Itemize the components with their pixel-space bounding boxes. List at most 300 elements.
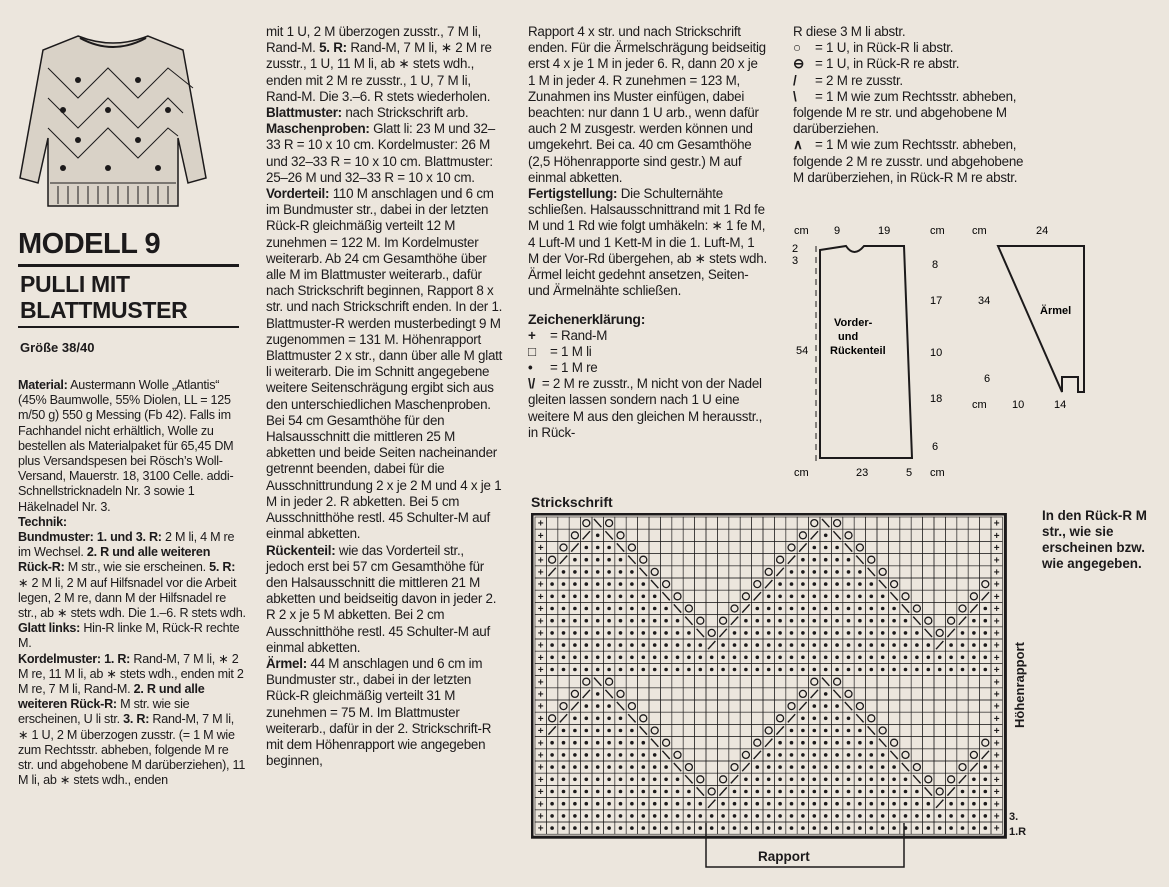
chart-cell [638,676,649,688]
chart-dot [915,668,919,672]
chart-dot [824,607,828,611]
chart-cell [888,517,899,529]
chart-decrease [617,702,624,710]
chart-dot [892,778,896,782]
chart-dot [915,643,919,647]
chart-cell [649,541,660,553]
chart-dot [733,631,737,635]
chart-cell [934,712,945,724]
chart-decrease [959,775,966,783]
chart-dot [824,778,828,782]
chart-cell [546,541,557,553]
chart-cell [923,688,934,700]
chart-decrease [799,543,806,551]
chart-dot [653,814,657,818]
chart-dot [767,607,771,611]
chart-dot [824,656,828,660]
chart-cell [558,517,569,529]
dot-icon: • [528,360,533,376]
chart-dot [756,631,760,635]
chart-dot [550,582,554,586]
chart-dot [847,582,851,586]
chart-dot [870,668,874,672]
chart-dot [619,643,623,647]
chart-decrease [662,592,669,600]
chart-cell [980,566,991,578]
chart-cell [945,541,956,553]
chart-dot [961,631,965,635]
chart-cell [923,676,934,688]
chart-dot [630,643,634,647]
empty-square-icon: □ [528,343,536,359]
barred-circle-icon: ⊖ [793,56,804,72]
chart-dot [858,765,862,769]
text-column-3 [528,24,768,441]
dim-label: cm [972,225,987,237]
chart-dot [596,607,600,611]
chart-cell [740,700,751,712]
chart-cell [877,541,888,553]
slash-icon: / [793,72,797,88]
chart-title: Strickschrift [531,494,613,510]
maschen-paragraph [266,121,503,186]
chart-dot [984,802,988,806]
chart-cell [638,529,649,541]
chart-dot [756,643,760,647]
chart-edge-stitch: + [537,713,544,725]
circle-icon: ○ [793,40,801,56]
chart-dot [585,668,589,672]
chart-edge-stitch: + [537,689,544,701]
chart-yarnover [913,764,920,771]
chart-dot [562,668,566,672]
chart-dot [653,668,657,672]
chart-decrease [936,641,943,649]
aermel-paragraph [266,656,503,769]
chart-dot [824,704,828,708]
chart-dot [653,607,657,611]
chart-yarnover [913,605,920,612]
chart-cell [900,541,911,553]
dim-label: Vorder- [834,317,873,329]
chart-dot [858,595,862,599]
chart-cell [729,749,740,761]
chart-cell [626,517,637,529]
chart-dot [596,753,600,757]
chart-dot [892,668,896,672]
chart-cell [945,688,956,700]
chart-dot [824,619,828,623]
chart-dot [699,656,703,660]
chart-dot [801,778,805,782]
dim-label: 54 [796,345,809,357]
chart-dot [801,607,805,611]
chart-dot [596,741,600,745]
chart-cell [763,529,774,541]
chart-cell [934,749,945,761]
chart-dot [562,778,566,782]
chart-cell [717,749,728,761]
chart-dot [847,595,851,599]
chart-cell [900,529,911,541]
chart-decrease [708,800,715,808]
chart-dot [915,814,919,818]
chart-decrease [833,690,840,698]
chart-cell [763,541,774,553]
chart-dot [824,692,828,696]
chart-decrease [902,604,909,612]
chart-dot [550,778,554,782]
chart-cell [717,700,728,712]
chart-cell [569,676,580,688]
chart-cell [843,517,854,529]
legend-item [528,360,768,376]
chart-dot [778,582,782,586]
chart-dot [562,582,566,586]
chart-dot [801,729,805,733]
chart-dot [835,729,839,733]
chart-dot [607,668,611,672]
chart-decrease [674,763,681,771]
chart-dot [813,717,817,721]
chart-dot [801,619,805,623]
chart-cell [683,517,694,529]
chart-cell [717,602,728,614]
maschen-text: Glatt li: 23 M und 32–33 R = 10 x 10 cm. Kordelmuster: 26 M und 32–33 R = 10 x 10 cm. Blattmuster: 25–26 M und 32–33 R = 10 x 10 cm. [266,121,495,185]
chart-decrease [617,543,624,551]
chart-decrease [719,787,726,795]
chart-cell [945,554,956,566]
chart-dot [642,802,646,806]
legend-text: = Rand-M [550,327,608,343]
chart-dot [847,607,851,611]
chart-decrease [833,531,840,539]
chart-dot [790,753,794,757]
chart-yarnover [959,605,966,612]
chart-dot [687,643,691,647]
legend-text: = 1 M wie zum Rechtsstr. abheben, folgende 2 M re zusstr. und abgehobene M darüberziehen, in Rück-R M re abstr. [793,137,1024,185]
blatt-label: Blattmuster: [266,105,342,121]
chart-dot [778,814,782,818]
chart-cell [683,578,694,590]
legend-item [528,376,768,441]
chart-dot [984,778,988,782]
chart-dot [778,765,782,769]
chart-cell [900,700,911,712]
chart-cell [763,700,774,712]
chart-cell [660,724,671,736]
chart-dot [642,656,646,660]
chart-dot [573,582,577,586]
chart-decrease [776,568,783,576]
chart-dot [653,778,657,782]
chart-cell [729,688,740,700]
chart-dot [607,582,611,586]
chart-dot [687,826,691,830]
chart-dot [676,619,680,623]
chart-cell [672,712,683,724]
chart-decrease [879,739,886,747]
chart-cell [877,517,888,529]
chart-dot [585,607,589,611]
chart-cell [980,554,991,566]
chart-dot [813,704,817,708]
chart-dot [585,582,589,586]
chart-cell [934,773,945,785]
chart-dot [733,643,737,647]
chart-dot [721,802,725,806]
chart-decrease [548,568,555,576]
chart-dot [881,778,885,782]
chart-cell [968,578,979,590]
chart-cell [957,724,968,736]
chart-dot [585,704,589,708]
chart-dot [904,778,908,782]
chart-yarnover [685,764,692,771]
chart-dot [847,643,851,647]
chart-cell [980,712,991,724]
chart-edge-stitch: + [993,738,1000,750]
chart-cell [945,712,956,724]
chart-decrease [697,787,704,795]
chart-dot [892,790,896,794]
chart-yarnover [731,764,738,771]
chart-dot [676,656,680,660]
chart-dot [835,668,839,672]
chart-dot [550,656,554,660]
chart-dot [630,778,634,782]
chart-cell [923,700,934,712]
dim-label: cm [794,225,809,237]
chart-edge-stitch: + [537,774,544,786]
chart-cell [888,566,899,578]
chart-dot [676,668,680,672]
chart-dot [835,546,839,550]
chart-yarnover [583,678,590,685]
rueck-paragraph [266,543,503,656]
chart-cell [546,700,557,712]
legend-item [793,137,1033,186]
material-paragraph [18,378,246,515]
chart-decrease [913,617,920,625]
legend-item [528,328,768,344]
chart-cell [729,554,740,566]
chart-dot [858,753,862,757]
chart-dot [664,631,668,635]
chart-dot [562,631,566,635]
text-column-2 [266,24,503,769]
chart-cell [672,578,683,590]
chart-cell [740,517,751,529]
chart-decrease [560,556,567,564]
chart-dot [767,753,771,757]
chart-dot [630,668,634,672]
chart-cell [797,517,808,529]
chart-dot [972,826,976,830]
chart-dot [550,619,554,623]
chart-yarnover [685,605,692,612]
chart-cell [900,517,911,529]
chart-yarnover [811,678,818,685]
chart-dot [767,656,771,660]
chart-dot [664,668,668,672]
chart-dot [767,778,771,782]
chart-dot [630,582,634,586]
chart-decrease [708,641,715,649]
chart-edge-stitch: + [993,799,1000,811]
chart-cell [752,529,763,541]
chart-edge-stitch: + [993,640,1000,652]
chart-dot [927,643,931,647]
chart-dot [904,790,908,794]
text: mit 1 U, 2 M überzogen zusstr., 7 M li, Rand-M. [266,24,481,56]
chart-decrease [651,580,658,588]
chart-decrease [822,678,829,686]
chart-edge-stitch: + [993,530,1000,542]
blatt-text: nach Strickschrift arb. [341,105,469,121]
chart-dot [790,814,794,818]
chart-cell [752,712,763,724]
chart-cell [672,700,683,712]
chart-dot [653,753,657,757]
chart-dot [664,619,668,623]
chart-dot [573,802,577,806]
chart-edge-stitch: + [993,701,1000,713]
chart-dot [596,717,600,721]
chart-edge-stitch: + [537,555,544,567]
chart-dot [790,802,794,806]
chart-edge-stitch: + [537,518,544,530]
chart-cell [888,700,899,712]
chart-cell [980,700,991,712]
chart-cell [945,529,956,541]
chart-dot [664,607,668,611]
chart-edge-stitch: + [537,750,544,762]
chart-dot [938,656,942,660]
chart-cell [638,517,649,529]
chart-cell [900,712,911,724]
chart-dot [630,826,634,830]
chart-decrease [560,714,567,722]
chart-edge-stitch: + [993,591,1000,603]
chart-dot [824,668,828,672]
chart-cell [672,529,683,541]
chart-decrease [822,519,829,527]
subtitle-line: PULLI MIT [20,271,130,297]
chart-dot [585,631,589,635]
chart-dot [881,643,885,647]
chart-dot [938,814,942,818]
chart-edge-stitch: + [993,689,1000,701]
sleeve-outline [998,246,1084,392]
chart-dot [550,814,554,818]
chart-dot [664,826,668,830]
chart-dot [835,582,839,586]
chart-dot [710,814,714,818]
chart-dot [824,717,828,721]
chart-cell [888,724,899,736]
chart-edge-stitch: + [993,762,1000,774]
chart-yarnover [925,617,932,624]
chart-dot [619,656,623,660]
chart-dot [835,778,839,782]
chart-cell [911,529,922,541]
chart-dot [870,802,874,806]
chart-dot [835,595,839,599]
chart-cell [934,688,945,700]
chart-dot [790,729,794,733]
chart-dot [562,790,566,794]
chart-cell [717,541,728,553]
chart-dot [870,765,874,769]
chart-dot [813,607,817,611]
chart-dot [664,802,668,806]
chart-cell [911,517,922,529]
chart-cell [695,602,706,614]
chart-dot [904,814,908,818]
chart-dot [881,595,885,599]
chart-dot [813,656,817,660]
chart-yarnover [948,776,955,783]
chart-cell [888,529,899,541]
chart-dot [744,814,748,818]
chart-decrease [742,763,749,771]
chart-dot [858,619,862,623]
chart-dot [870,582,874,586]
chart-dot [892,656,896,660]
chart-cell [649,517,660,529]
chart-dot [744,802,748,806]
chart-cell [980,724,991,736]
chart-cell [968,541,979,553]
chart-cell [672,517,683,529]
dim-label: und [838,331,859,343]
aermel-text: 44 M anschlagen und 6 cm im Bundmuster str., dabei in der letzten Rück-R gleichmäßig verteilt 31 M zunehmen = 75 M. Im Blattmuster weiterarb., dafür in der 2. Strickschrift-R mit dem Höhenrapport wie angegeben beginnen, [266,655,492,769]
chart-decrease [925,629,932,637]
chart-dot [642,753,646,757]
chart-dot [550,790,554,794]
chart-cell [752,566,763,578]
chart-dot [881,765,885,769]
glatt-label: Glatt links: [18,621,81,636]
chart-dot [801,643,805,647]
chart-dot [562,570,566,574]
chart-dot [813,778,817,782]
chart-dot [972,643,976,647]
chart-cell [695,566,706,578]
chart-dot [607,595,611,599]
chart-dot [573,741,577,745]
chart-dot [858,570,862,574]
chart-decrease [605,690,612,698]
chart-decrease [651,739,658,747]
chart-dot [585,753,589,757]
chart-dot [949,814,953,818]
chart-dot [847,753,851,757]
chart-dot [607,643,611,647]
chart-dot [858,778,862,782]
chart-yarnover [697,776,704,783]
chart-dot [767,668,771,672]
chart-dot [858,741,862,745]
chart-dot [824,558,828,562]
chart-cell [923,712,934,724]
chart-yarnover [674,751,681,758]
chart-cell [911,688,922,700]
chart-dot [607,753,611,757]
chart-cell [866,517,877,529]
chart-dot [892,765,896,769]
